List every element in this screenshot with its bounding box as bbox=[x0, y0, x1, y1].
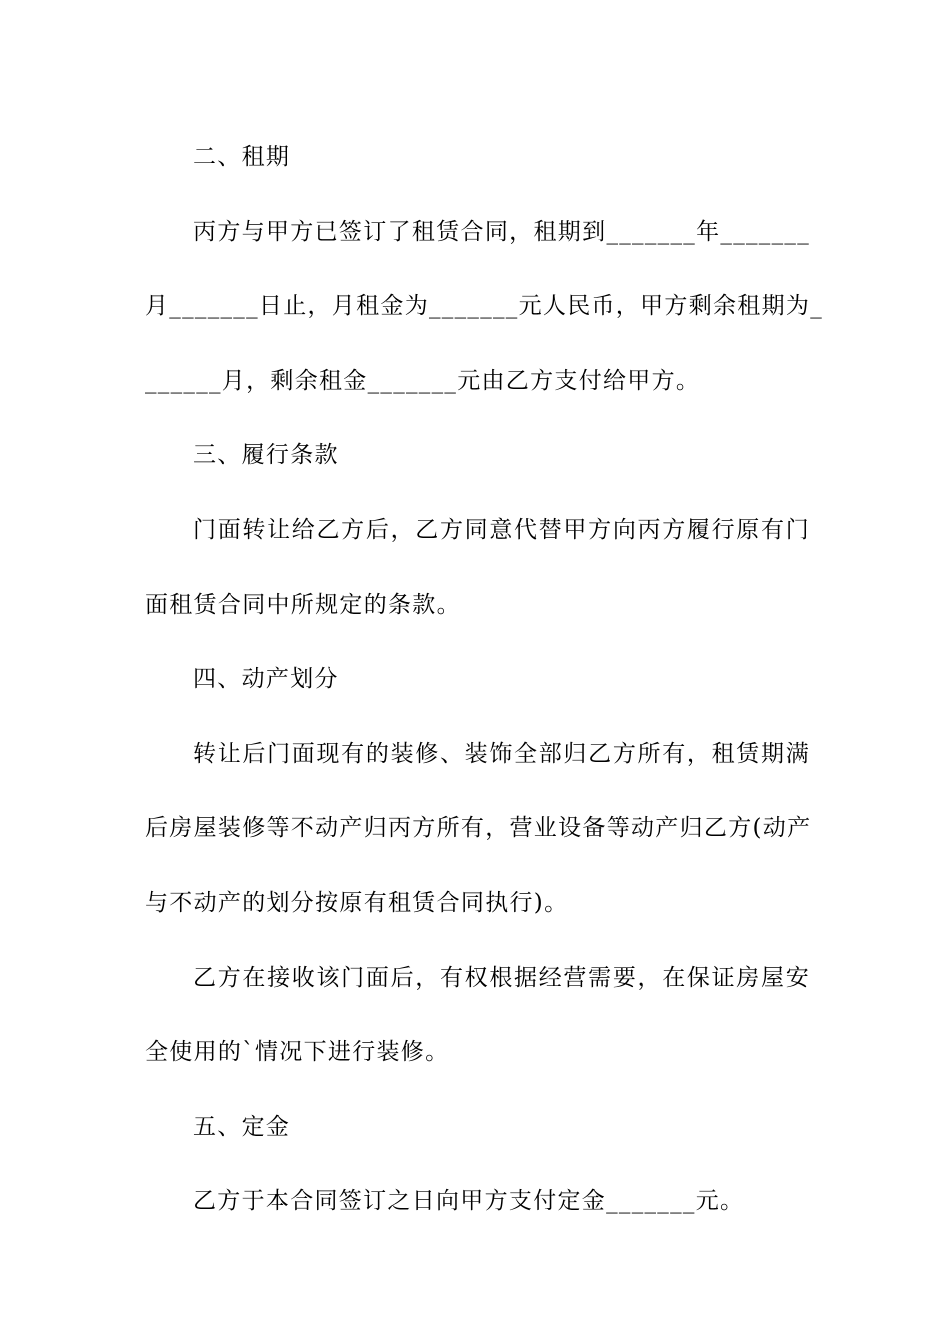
section-heading-deposit: 五、定金 bbox=[193, 1113, 291, 1140]
section-heading-movable-property: 四、动产划分 bbox=[193, 666, 339, 693]
section-heading-lease-term: 二、租期 bbox=[193, 144, 291, 170]
paragraph-lease-term-line-2: 月_______日止，月租金为_______元人民币，甲方剩余租期为_ bbox=[145, 293, 823, 320]
paragraph-performance-line-1: 门面转让给乙方后，乙方同意代替甲方向丙方履行原有门 bbox=[193, 516, 810, 543]
paragraph-lease-term-line-1: 丙方与甲方已签订了租赁合同，租期到_______年_______ bbox=[193, 218, 810, 245]
paragraph-movable-line-1: 转让后门面现有的装修、装饰全部归乙方所有，租赁期满 bbox=[193, 740, 810, 767]
paragraph-lease-term-line-3: ______月，剩余租金_______元由乙方支付给甲方。 bbox=[145, 367, 701, 394]
paragraph-movable-line-2: 后房屋装修等不动产归丙方所有，营业设备等动产归乙方(动产 bbox=[145, 815, 812, 842]
paragraph-renovation-line-1: 乙方在接收该门面后，有权根据经营需要，在保证房屋安 bbox=[193, 964, 810, 991]
paragraph-movable-line-3: 与不动产的划分按原有租赁合同执行)。 bbox=[145, 889, 569, 916]
section-heading-performance-terms: 三、履行条款 bbox=[193, 442, 339, 469]
document-page bbox=[145, 120, 823, 1239]
paragraph-deposit-line-1: 乙方于本合同签订之日向甲方支付定金_______元。 bbox=[193, 1188, 745, 1215]
paragraph-renovation-line-2: 全使用的`情况下进行装修。 bbox=[145, 1039, 450, 1066]
paragraph-performance-line-2: 面租赁合同中所规定的条款。 bbox=[145, 591, 461, 618]
